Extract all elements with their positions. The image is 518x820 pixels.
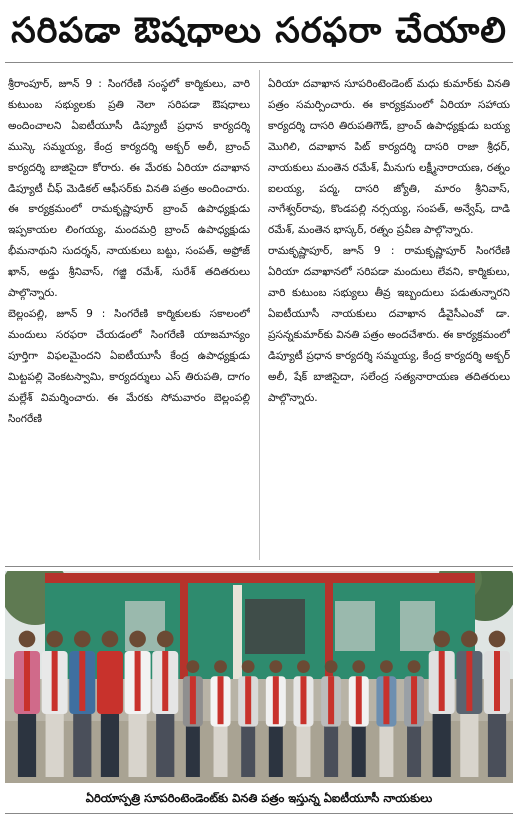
photo-illustration: [5, 571, 513, 783]
article-right-column: [268, 74, 510, 562]
person-figure: [211, 660, 231, 777]
person-figure: [321, 660, 341, 777]
article-paragraph-ramakrishnapur: రామకృష్ణాపూర్, జూన్ 9 : రామకృష్ణాపూర్ సింగరేణి ఏరియా దవాఖానలో సరిపడా మందులు లేవని, కార్మికులు, వారి కుటుంబ సభ్యులు తీవ్ర ఇబ్బందులు పడుతున్నారని ఏఐటీయూసీ నాయకులు దవాఖాన డీవైసీఎంవో డా. ప్రసన్నకుమార్‌కు వినతి పత్రం అందచేశారు. ఈ కార్యక్రమంలో డిప్యూటీ ప్రధాన కార్యదర్శి సమ్మయ్య, కేంద్ర కార్యదర్శి అక్బర్ అలీ, షేక్ బాజిసైదా, సలేంద్ర సత్యనారాయణ తదితరులు పాల్గొన్నారు.: [268, 245, 510, 404]
person-figure: [266, 660, 286, 777]
photo-top-rule: [5, 566, 513, 567]
person-figure: [97, 631, 123, 777]
article-paragraph-srirampur: శ్రీరాంపూర్, జూన్ 9 : సింగరేణి సంస్థలో కార్మికులు, వారి కుటుంబ సభ్యులకు ప్రతి నెలా సరిపడా ఔషధాలు అందించాలని ఏఐటీయూసీ డిప్యూటీ ప్రధాన కార్యదర్శి ముస్కె సమ్మయ్య, కేంద్ర కార్యదర్శి అక్బర్ అలీ, బ్రాంచ్ కార్యదర్శి బాజిసైదా కోరారు. ఈ మేరకు ఏరియా దవాఖాన డిప్యూటీ చీఫ్ మెడికల్ ఆఫీసర్‌కు వినతి పత్రం అందించారు. ఈ కార్యక్రమంలో రామకృష్ణాపూర్ బ్రాంచ్ ఉపాధ్యక్షుడు ఇప్పకాయల లింగయ్య, మందమర్రి బ్రాంచ్ ఉపాధ్యక్షుడు భీమనాథుని సుదర్శన్, నాయకులు బట్టు, సంపత్, అఫ్రోజ్ ఖాన్, అడ్డు శ్రీనివాస్, గజ్జి రమేశ్, సురేశ్ తదితరులు పాల్గొన్నారు.: [8, 78, 250, 300]
person-figure: [404, 660, 424, 777]
person-figure: [376, 660, 396, 777]
person-figure: [238, 660, 258, 777]
person-figure: [14, 631, 40, 777]
person-figure: [125, 631, 151, 777]
caption-bottom-rule: [5, 813, 513, 814]
headline-rule: [5, 62, 513, 63]
column-divider: [259, 70, 260, 560]
person-figure: [349, 660, 369, 777]
person-figure: [293, 660, 313, 777]
article-paragraph-bellampalli-cont: ఏరియా దవాఖాన సూపరింటెండెంట్ మధు కుమార్‌కు వినతి పత్రం సమర్పించారు. ఈ కార్యక్రమంలో ఏరియా సహాయ కార్యదర్శి దాసరి తిరుపతిగౌడ్, బ్రాంచ్ ఉపాధ్యక్షుడు బయ్య మొగిలి, దవాఖాన పిట్ కార్యదర్శి దాసరి రాజా శ్రీధర్, నాయకులు మంతెన రమేశ్, మీనుగు లక్ష్మీనారాయణ, రత్నం ఐలయ్య, పద్మ, దాసరి జ్యోతి, మారం శ్రీనివాస్, నాగేశ్వర్‌రావు, కొండపల్లి నర్సయ్య, సంపత్, అన్వేష్, దాడి రమేశ్, మంతెన భాస్కర్, రత్నం ప్రవీణ పాల్గొన్నారు.: [268, 78, 510, 237]
article-left-column: [8, 74, 250, 562]
news-photo: [5, 571, 513, 783]
article-paragraph-bellampalli: బెల్లంపల్లి, జూన్ 9 : సింగరేణి కార్మికులకు సకాలంలో మందులు సరఫరా చేయడంలో సింగరేణి యాజమాన్యం పూర్తిగా విఫలమైందని ఏఐటీయూసీ కేంద్ర ఉపాధ్యక్షుడు మిట్టపల్లి వెంకటస్వామి, కార్యదర్శులు ఎస్ తిరుపతి, దాగం మల్లేశ్ విమర్శించారు. ఈ మేరకు సోమవారం బెల్లంపల్లి సింగరేణి: [8, 307, 250, 425]
person-figure: [69, 631, 95, 777]
person-figure: [484, 631, 510, 777]
headline: సరిపడా ఔషధాలు సరఫరా చేయాలి: [11, 11, 507, 51]
person-figure: [183, 660, 203, 777]
photo-caption: ఏరియాస్పత్రి సూపరింటెండెంట్‌కు వినతి పత్రం ఇస్తున్న ఏఐటీయూసీ నాయకులు: [85, 791, 433, 805]
person-figure: [456, 631, 482, 777]
